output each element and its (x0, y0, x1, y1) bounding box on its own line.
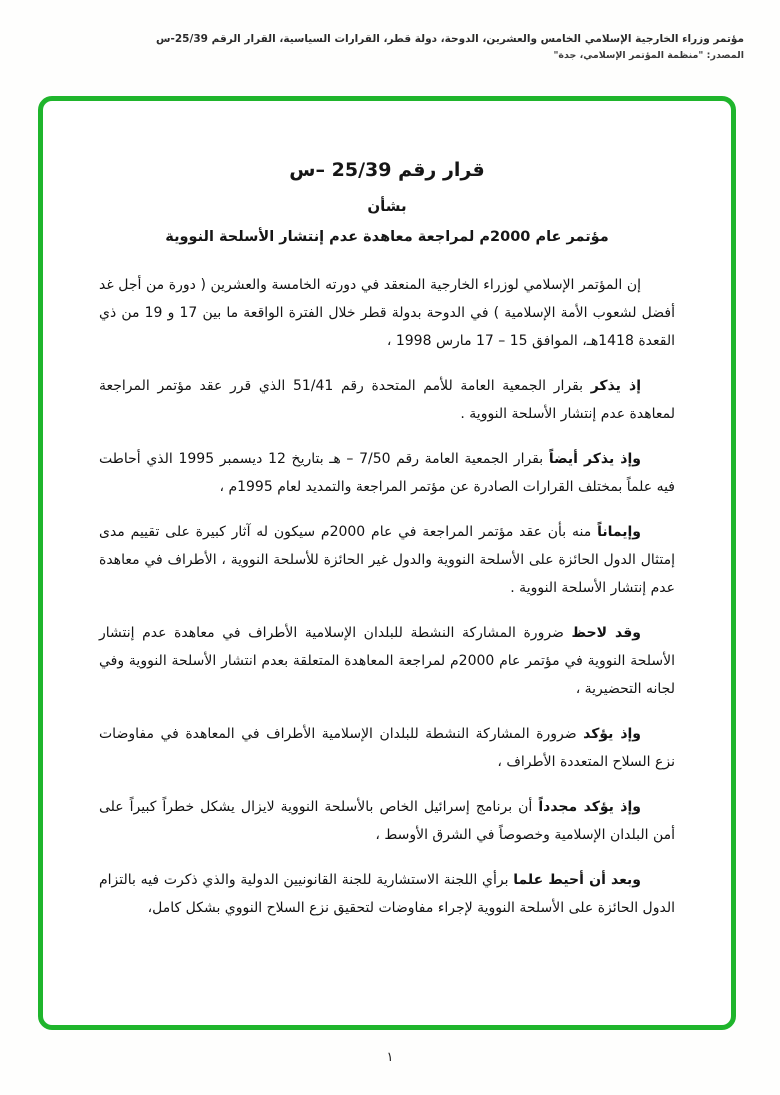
paragraph-lead: وإيماناً (597, 524, 641, 540)
paragraph-noting (99, 619, 675, 703)
paragraph-text: برأي اللجنة الاستشارية للجنة القانونيين الدولية والذي ذكرت فيه بالتزام الدول الحائزة على الأسلحة النووية لإجراء مفاوضات لتحقيق نزع السلاح النووي بشكل كامل، (99, 872, 675, 916)
paragraph-reaffirming (99, 793, 675, 849)
paragraph-preamble (99, 271, 675, 355)
page-number: ١ (386, 1050, 394, 1065)
resolution-subtitle: بشأن (367, 197, 407, 215)
paragraph-recalling (99, 372, 675, 428)
paragraph-text: ضرورة المشاركة النشطة للبلدان الإسلامية الأطراف في المعاهدة في مفاوضات نزع السلاح المتعددة الأطراف ، (99, 726, 675, 770)
paragraph-lead: وبعد أن أحيط علما (513, 872, 641, 888)
title-block (99, 159, 675, 245)
paragraph-lead: وإذ يؤكد (583, 726, 642, 742)
header-reference-line: مؤتمر وزراء الخارجية الإسلامي الخامس والعشرين، الدوحة، دولة قطر، القرارات السياسية، القرار الرقم 25/39-س (156, 33, 744, 45)
paragraph-lead: وإذ يذكر أيضاً (548, 451, 641, 467)
paragraph-text: أن برنامج إسرائيل الخاص بالأسلحة النووية لايزال يشكل خطراً كبيراً على أمن البلدان الإسلامية وخصوصاً في الشرق الأوسط ، (99, 799, 675, 843)
paragraph-text: ضرورة المشاركة النشطة للبلدان الإسلامية الأطراف في معاهدة عدم إنتشار الأسلحة النووية في مؤتمر عام 2000م لمراجعة المعاهدة المتعلقة بعدم انتشار الأسلحة النووية وفي لجانه التحضيرية ، (99, 625, 675, 697)
paragraph-lead: وإذ يؤكد مجدداً (538, 799, 641, 815)
resolution-subject: مؤتمر عام 2000م لمراجعة معاهدة عدم إنتشار الأسلحة النووية (165, 229, 609, 245)
paragraph-believing (99, 518, 675, 602)
paragraph-text: بقرار الجمعية العامة رقم 7/50 – هـ بتاريخ 12 ديسمبر 1995 الذي أحاطت فيه علماً بمختلف القرارات الصادرة عن مؤتمر المراجعة والتمديد لعام 1995م ، (99, 451, 675, 495)
green-border-frame (38, 96, 736, 1030)
paragraph-text: بقرار الجمعية العامة للأمم المتحدة رقم 51/41 الذي قرر عقد مؤتمر المراجعة لمعاهدة عدم إنتشار الأسلحة النووية . (99, 378, 675, 422)
paragraph-text: إن المؤتمر الإسلامي لوزراء الخارجية المنعقد في دورته الخامسة والعشرين ( دورة من أجل غد أفضل لشعوب الأمة الإسلامية ) في الدوحة بدولة قطر خلال الفترة الواقعة ما بين 17 و 19 من ذي القعدة 1418هـ، الموافق 15 – 17 مارس 1998 ، (99, 277, 676, 349)
paragraph-lead: وقد لاحظ (571, 625, 641, 641)
paragraph-lead: إذ يذكر (590, 378, 641, 394)
document-body (43, 101, 731, 1025)
paragraph-affirming (99, 720, 675, 776)
paragraph-having-noted (99, 866, 675, 922)
paragraph-text: منه بأن عقد مؤتمر المراجعة في عام 2000م سيكون له آثار كبيرة على تقييم مدى إمتثال الدول الحائزة على الأسلحة النووية والدول غير الحائزة للأسلحة النووية ، الأطراف في معاهدة عدم إنتشار الأسلحة النووية . (99, 524, 675, 596)
paragraph-recalling-also (99, 445, 675, 501)
header-source-line: المصدر: "منظمة المؤتمر الإسلامي، جدة" (553, 50, 744, 62)
document-header (60, 30, 744, 65)
resolution-title: قرار رقم 25/39 –س (289, 159, 485, 181)
